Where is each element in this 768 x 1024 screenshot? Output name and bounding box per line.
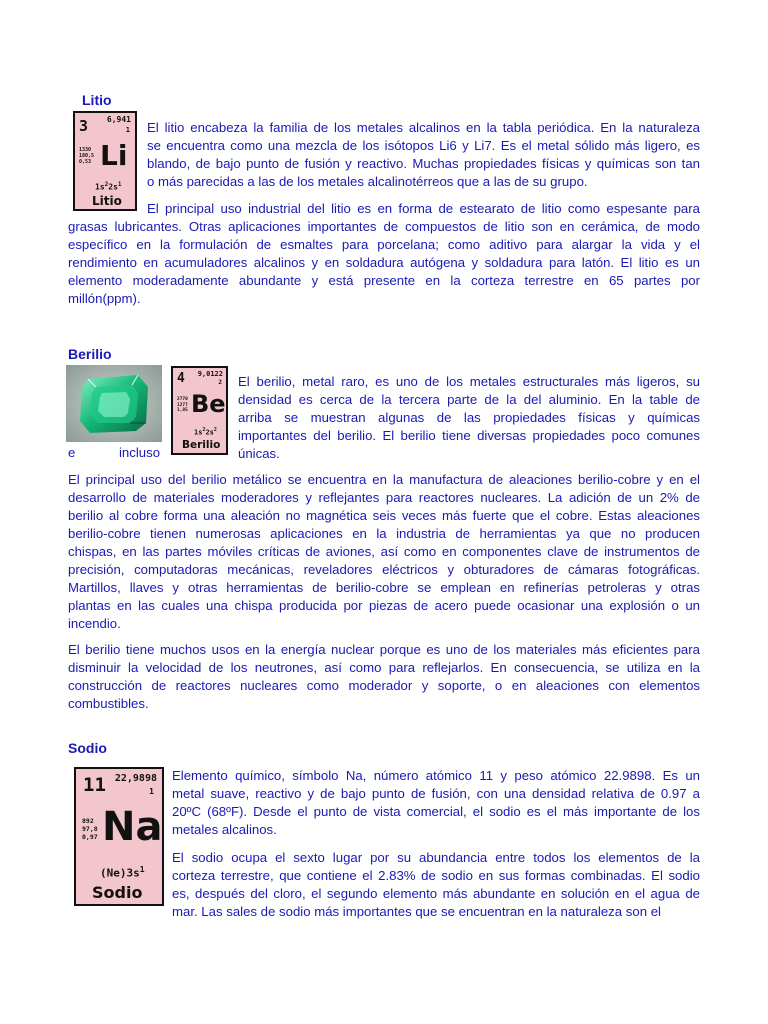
atomic-mass: 6,941 <box>106 115 131 124</box>
atomic-number: 4 <box>177 371 185 386</box>
element-name: Sodio <box>92 883 143 902</box>
physical-properties: 892 97,8 0,97 <box>82 817 98 841</box>
element-tile-berilio <box>171 366 228 455</box>
text-line: rendimiento en acumuladores alcalinos y en soldadura autógena y soldadura para latón. El litio es un <box>68 255 700 270</box>
text-line: precisión, computadoras mecánicas, reveladores eléctricos y obturadores de cámaras fotográficas. <box>68 562 700 577</box>
atomic-mass: 22,9898 <box>114 773 157 784</box>
text-line: arriba se muestran algunas de las propiedades físicas y químicas <box>238 410 700 425</box>
text-line: construcción de reactores nucleares como moderador y soporte, o en aleaciones con elementos <box>68 678 700 693</box>
text-line: se encuentra como una mezcla de los isótopos Li6 y Li7. Es el metal sólido más ligero, es <box>147 138 700 153</box>
emerald-image <box>66 365 162 442</box>
oxidation-state: 2 <box>218 379 222 386</box>
text-line: blando, de bajo punto de fusión y reactivo. Muchas propiedades físicas y químicas son tan <box>147 156 700 171</box>
element-name: Berilio <box>182 439 221 451</box>
physical-properties: 2770 1277 1,85 <box>177 397 188 413</box>
element-symbol: Be <box>191 390 226 418</box>
text-line: densidad es cerca de la tercera parte de la del aluminio. En la table de <box>238 392 700 407</box>
electron-configuration: $1s^22s^2$ <box>194 427 217 437</box>
text-line: El berilio, metal raro, es uno de los metales estructurales más ligeros, su <box>238 374 700 389</box>
text-line: grasas lubricantes. Otras aplicaciones importantes de compuestos de litio son en cerámica, de modo <box>68 219 700 234</box>
text-line: es, después del cloro, el segundo elemento más abundante en solución en el agua de <box>172 886 700 901</box>
floating-word-e: e <box>68 445 76 460</box>
text-line: metal suave, reactivo y de bajo punto de fusión, con una densidad relativa de 0.97 a <box>172 786 700 801</box>
text-line: combustibles. <box>68 696 149 711</box>
paragraph-sodio-1 <box>172 767 700 839</box>
physical-properties: 1330 180,5 0,53 <box>79 147 95 165</box>
section-heading-sodio: Sodio <box>68 740 107 756</box>
text-line: desarrollo de materiales moderadores y reflejantes para reactores nucleares. La adición de un 2% de <box>68 490 700 505</box>
paragraph-litio-1 <box>147 119 700 191</box>
paragraph-berilio-3 <box>68 641 700 713</box>
text-line: 20ºC (68ºF). Desde el punto de vista comercial, el sodio es el más importante de los <box>172 804 700 819</box>
element-symbol: Na <box>102 804 163 850</box>
text-line: incendio. <box>68 616 121 631</box>
text-line: El sodio ocupa el sexto lugar por su abundancia entre todos los elementos de la <box>172 850 700 865</box>
paragraph-litio-2 <box>68 200 700 308</box>
text-line: El litio encabeza la familia de los metales alcalinos en la tabla periódica. En la naturaleza <box>147 120 700 135</box>
element-name: Litio <box>92 194 122 208</box>
text-line: importantes del berilio. El berilio tiene diversas propiedades poco comunes <box>238 428 700 443</box>
emerald-photo <box>66 365 162 442</box>
text-line: millón(ppm). <box>68 291 141 306</box>
text-line: o más parecidas a las de los metales alcalinotérreos que a las de su grupo. <box>147 174 588 189</box>
atomic-number: 3 <box>79 117 89 135</box>
electron-configuration: $(Ne)3s^1$ <box>100 865 145 880</box>
text-line: El principal uso industrial del litio es en forma de estearato de litio como espesante para <box>147 201 700 216</box>
element-symbol: Li <box>100 139 128 172</box>
text-line: disminuir la velocidad de los neutrones, así como para reflejarlos. En consecuencia, se utiliza en la <box>68 660 700 675</box>
section-heading-litio: Litio <box>82 92 112 108</box>
atomic-mass: 9,0122 <box>197 370 223 378</box>
text-line: plantas en las cuales una chispa producida por piezas de acero puede ocasionar una explosión o un <box>68 598 700 613</box>
electron-configuration: $1s^22s^1$ <box>95 181 122 192</box>
text-line: berilio al cobre forma una aleación no magnética seis veces más fuerte que el cobre. Estas aleaciones <box>68 508 700 523</box>
text-line: El principal uso del berilio metálico se encuentra en la manufactura de aleaciones berilio-cobre y en el <box>68 472 700 487</box>
text-line: berilio-cobre tienen numerosas aplicaciones en la industria de herramientas ya que no producen <box>68 526 700 541</box>
section-heading-berilio: Berilio <box>68 346 112 362</box>
floating-word-incluso: incluso <box>119 445 161 460</box>
element-tile-litio <box>73 111 137 211</box>
text-line: El berilio tiene muchos usos en la energía nuclear porque es uno de los materiales más eficientes para <box>68 642 700 657</box>
text-line: únicas. <box>238 446 280 461</box>
oxidation-state: 1 <box>125 126 130 134</box>
text-line: Elemento químico, símbolo Na, número atómico 11 y peso atómico 22.9898. Es un <box>172 768 700 783</box>
paragraph-berilio-2 <box>68 471 700 633</box>
paragraph-berilio-1 <box>238 373 700 463</box>
text-line: elemento moderadamente abundante y está presente en la corteza terrestre en 65 partes por <box>68 273 700 288</box>
text-line: chispas, en las partes móviles críticas de aviones, así como en componentes clave de instrumentos de <box>68 544 700 559</box>
element-tile-sodio <box>74 767 164 906</box>
paragraph-sodio-2 <box>172 849 700 921</box>
text-line: específico en la formulación de esmaltes para porcelana; como aditivo para alargar la vida y el <box>68 237 700 252</box>
text-line: Martillos, llaves y otras herramientas de berilio-cobre se emplean en refinerías petroleras y otras <box>68 580 700 595</box>
atomic-number: 11 <box>83 774 106 796</box>
oxidation-state: 1 <box>149 787 154 796</box>
text-line: metales alcalinos. <box>172 822 277 837</box>
text-line: mar. Las sales de sodio más importantes que se encuentran en la naturaleza son el <box>172 904 661 919</box>
text-line: corteza terrestre, que contiene el 2.83% de sodio en sus formas combinadas. El sodio <box>172 868 700 883</box>
